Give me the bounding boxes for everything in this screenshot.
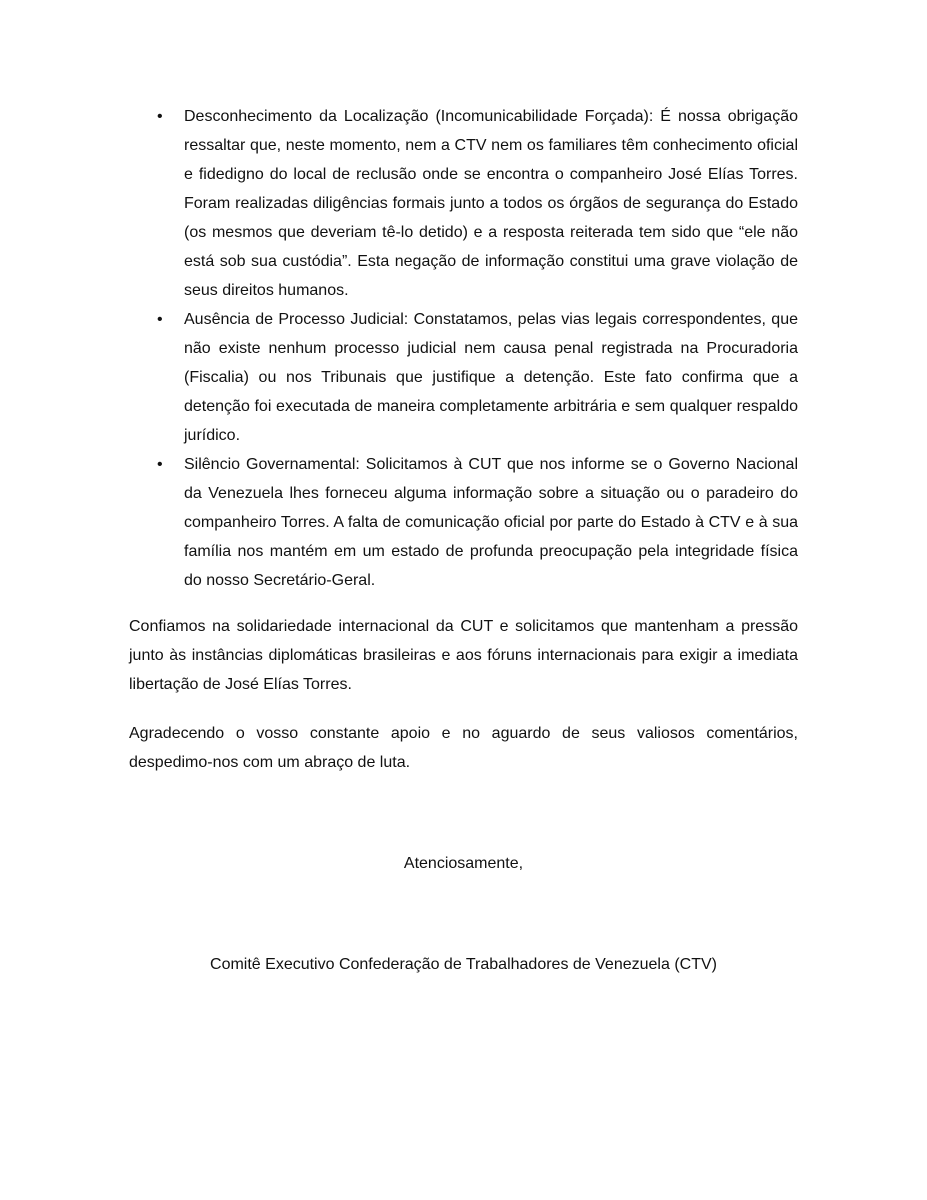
bullet-icon: • [157, 456, 163, 473]
bullet-icon: • [157, 311, 163, 328]
bullet-item-processo-judicial [157, 305, 798, 450]
bullet-icon: • [157, 108, 163, 125]
bullet-item-localizacao [157, 102, 798, 305]
bullet-item-silencio-governamental [157, 450, 798, 595]
bullet-text: Desconhecimento da Localização (Incomunicabilidade Forçada): É nossa obrigação ressaltar que, neste momento, nem a CTV nem os familiares têm conhecimento oficial e fidedigno do local de reclusão onde se encontra o companheiro José Elías Torres. Foram realizadas diligências formais junto a todos os órgãos de segurança do Estado (os mesmos que deveriam tê-lo detido) e a resposta reiterada tem sido que “ele não está sob sua custódia”. Esta negação de informação constitui uma grave violação de seus direitos humanos. [184, 108, 798, 299]
bullet-list [157, 102, 798, 595]
bullet-text: Silêncio Governamental: Solicitamos à CUT que nos informe se o Governo Nacional da Venezuela lhes forneceu alguma informação sobre a situação ou o paradeiro do companheiro Torres. A falta de comunicação oficial por parte do Estado à CTV e à sua família nos mantém em um estado de profunda preocupação pela integridade física do nosso Secretário-Geral. [184, 456, 798, 589]
signature-line: Comitê Executivo Confederação de Trabalhadores de Venezuela (CTV) [210, 956, 717, 973]
bullet-text: Ausência de Processo Judicial: Constatamos, pelas vias legais correspondentes, que não existe nenhum processo judicial nem causa penal registrada na Procuradoria (Fiscalia) ou nos Tribunais que justifique a detenção. Este fato confirma que a detenção foi executada de maneira completamente arbitrária e sem qualquer respaldo jurídico. [184, 311, 798, 444]
paragraph-solidariedade: Confiamos na solidariedade internacional da CUT e solicitamos que mantenham a pressão junto às instâncias diplomáticas brasileiras e aos fóruns internacionais para exigir a imediata libertação de José Elías Torres. [129, 618, 798, 693]
paragraph-agradecimento: Agradecendo o vosso constante apoio e no aguardo de seus valiosos comentários, despedimo-nos com um abraço de luta. [129, 725, 798, 771]
closing-salutation: Atenciosamente, [403, 855, 524, 872]
